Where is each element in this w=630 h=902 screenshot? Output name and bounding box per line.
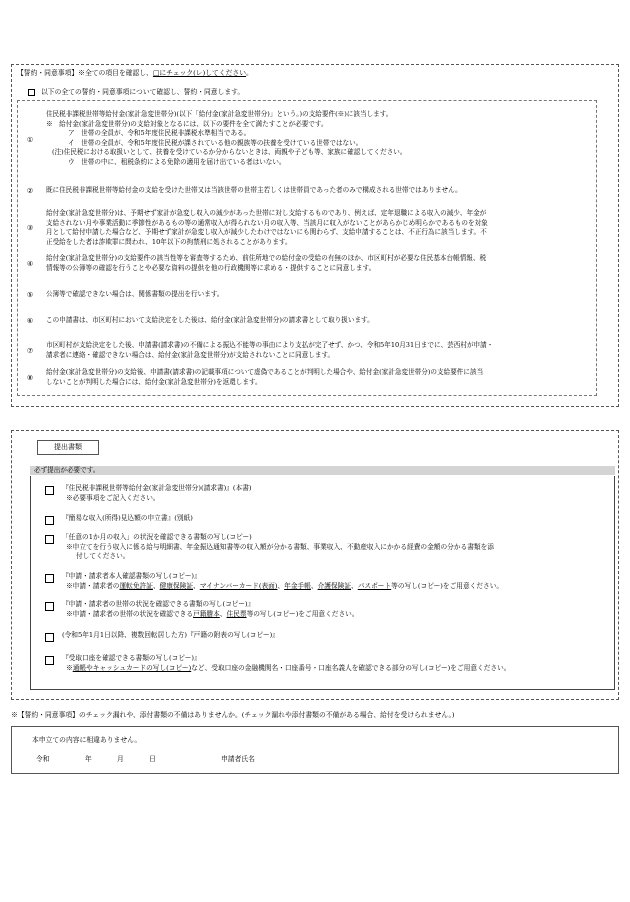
item-number: ⑤ <box>26 291 34 299</box>
agree-checkbox[interactable] <box>28 89 35 96</box>
consent-item-5: 公簿等で確認できない場合は、関係書類の提出を行います。 <box>46 290 224 298</box>
consent-item-3: 給付金(家計急変世帯分)は、予期せず家計が急変し収入の減少があった世帯に対し支給するものであり、例えば、定年退職による収入の減少、年金が 支給されない月や事業活動に季節性があるもの等の通常収入が得られない月の収入等、当該月に収入がないことがあらかじめ明らかであるものを対象 月として給付申請した場合など、予期せず家計が急変し収入が減少したわけではないにも関わらず、支給申請することは、不正行為に該当します。不 正受給をした者は詐欺罪に問われ、10年以下の拘禁刑に処されることがあります。 <box>46 209 488 246</box>
doc-item-7: 『受取口座を確認できる書類の写し(コピー)』 ※通帳やキャッシュカードの写し(コピー)など、受取口座の金融機関名・口座番号・口座名義人を確認できる部分の写し(コピー)をご用意ください。 <box>45 654 510 673</box>
doc-item-6: (令和5年1月1日以降、複数回転居した方)『戸籍の附表の写し(コピー)』 <box>45 631 279 642</box>
item-number: ④ <box>26 260 34 268</box>
documents-list <box>30 476 615 690</box>
consent-item-2: 既に住民税非課税世帯等給付金の支給を受けた世帯又は当該世帯の世帯主若しくは世帯員であった者のみで構成される世帯ではありません。 <box>46 186 462 194</box>
doc-checkbox[interactable] <box>45 535 54 544</box>
consent-item-4: 給付金(家計急変世帯分)の支給要件の該当性等を審査等するため、前住所地での給付金の受給の有無のほか、市区町村が必要な住民基本台帳情報、税 情報等の公簿等の確認を行うことや必要な資料の提供を他の行政機関等に求める・提供することに同意します。 <box>46 254 487 272</box>
doc-checkbox[interactable] <box>45 486 54 495</box>
doc-checkbox[interactable] <box>45 656 54 665</box>
documents-tag: 提出書類 <box>37 440 99 455</box>
consent-section <box>11 64 619 407</box>
item-number: ② <box>26 187 34 195</box>
consent-item-6: この申請書は、市区町村において支給決定をした後は、給付金(家計急変世帯分)の請求書として取り扱います。 <box>46 316 374 324</box>
declaration-box <box>11 726 619 774</box>
item-number: ③ <box>26 224 34 232</box>
applicant-name-label: 申請者氏名 <box>221 755 255 763</box>
era-label: 令和 <box>36 755 50 763</box>
declaration-text: 本申立ての内容に相違ありません。 <box>32 736 142 744</box>
doc-checkbox[interactable] <box>45 574 54 583</box>
consent-header: 【誓約・同意事項】※全ての項目を確認し、□にチェック(レ)してください。 <box>17 69 253 77</box>
doc-checkbox[interactable] <box>45 516 54 525</box>
consent-items <box>17 100 597 396</box>
doc-item-2: 『簡易な収入(所得)見込額の申立書』(別紙) <box>45 514 193 525</box>
consent-item-7: 市区町村が支給決定をした後、申請書(請求書)の不備による振込不能等の事由により支払が完了せず、かつ、令和5年10月31日までに、芸西村が申請・ 請求者に連絡・確認できない場合は、給付金(家計急変世帯分)が支給されないことに同意します。 <box>46 341 494 359</box>
documents-section <box>11 430 619 700</box>
consent-item-8: 給付金(家計急変世帯分)の支給後、申請書(請求書)の記載事項について虚偽であることが判明した場合や、給付金(家計急変世帯分)の支給要件に該当 しないことが判明した場合には、給付金(家計急変世帯分)を返還します。 <box>46 368 484 386</box>
item-number: ⑧ <box>26 374 34 382</box>
month-label: 月 <box>117 755 124 763</box>
agree-row <box>28 88 244 98</box>
doc-item-1: 『住民税非課税世帯等給付金(家計急変世帯分)(請求書)』(本書) ※必要事項をご記入ください。 <box>45 484 252 503</box>
item-number: ① <box>26 136 34 144</box>
doc-item-4: 『申請・請求者本人確認書類の写し(コピー)』 ※申請・請求者の運転免許証、健康保険証、マイナンバーカード(表面)、年金手帳、介護保険証、パスポート等の写し(コピー)をご用意ください。 <box>45 572 503 591</box>
agree-label: 以下の全ての誓約・同意事項について確認し、誓約・同意します。 <box>41 88 245 96</box>
year-label: 年 <box>85 755 92 763</box>
item-number: ⑦ <box>26 347 34 355</box>
doc-item-3: 「任意の1か月の収入」の状況を確認できる書類の写し(コピー) ※申立てを行う収入に係る給与明細書、年金振込通知書等の収入額が分かる書類、事業収入、不動産収入にかかる経費の金額の分かる書類を添 付してください。 <box>45 533 494 562</box>
doc-item-5: 『申請・請求者の世帯の状況を確認できる書類の写し(コピー)』 ※申請・請求者の世帯の状況を確認できる戸籍謄本、住民票等の写し(コピー)をご用意ください。 <box>45 600 359 619</box>
day-label: 日 <box>149 755 156 763</box>
footer-note: ※【誓約・同意事項】のチェック漏れや、添付書類の不備はありませんか。(チェック漏れや添付書類の不備がある場合、給付を受けられません。) <box>11 711 455 719</box>
doc-checkbox[interactable] <box>45 602 54 611</box>
item-number: ⑥ <box>26 317 34 325</box>
required-bar: 必ず提出が必要です。 <box>30 466 615 475</box>
consent-item-1: 住民税非課税世帯等給付金(家計急変世帯分)(以下「給付金(家計急変世帯分)」という。)の支給要件(※)に該当します。 ※ 給付金(家計急変世帯分)の支給対象となるには、以下の要件を全て満たすことが必要です。 ア 世帯の全員が、令和5年度住民税非課税水準相当である。 イ 世帯の全員が、令和5年度住民税が課されている他の親族等の扶養を受けている世帯ではない。 (注)住民税における取扱いとして、扶養を受けているか分からないときは、両親や子ども等、家族に確認してください。 ウ 世帯の中に、租税条約による免除の適用を届け出ている者はいない。 <box>46 110 407 166</box>
doc-checkbox[interactable] <box>45 633 54 642</box>
